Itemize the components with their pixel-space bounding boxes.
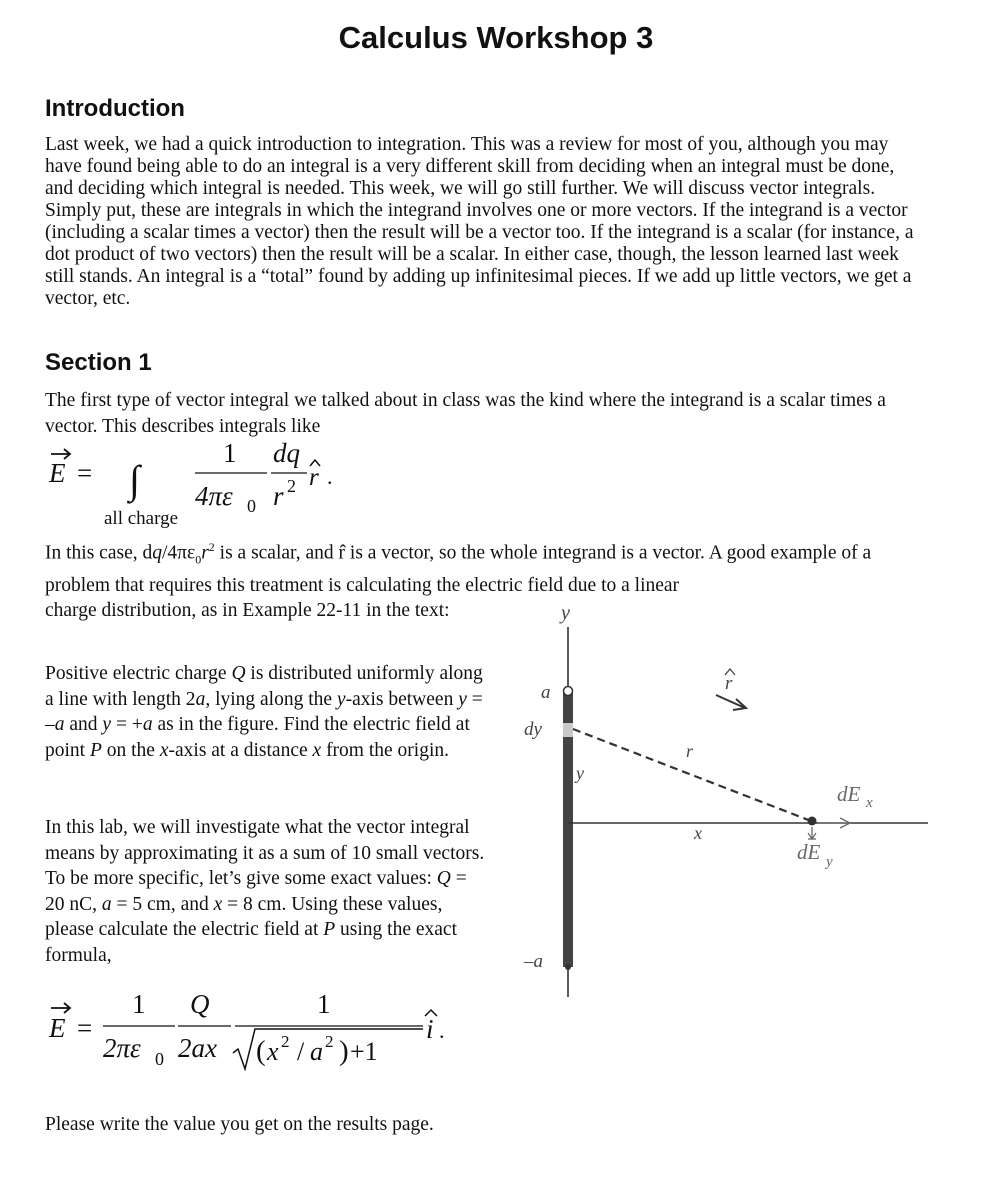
section1-case-paragraph: In this case, $dq/4\pi\varepsilon_0r^2$ is a scalar, and r̂ is a vector, so the whole integrand is a vector. A good example of a problem that requires this treatment is calculating the electric field due to a linear charge distribution, as in Example 22-11 in the text: (45, 540, 872, 622)
fig-label-x: x (694, 823, 702, 843)
eq2-a-exponent: 2 (325, 1032, 334, 1051)
section1-closing: Please write the value you get on the results page. (45, 1114, 434, 1135)
fig-label-dEx-sub: x (866, 795, 873, 811)
fig-label-r: r (686, 741, 694, 761)
fig-y-axis-label: y (561, 602, 570, 624)
fig-label-rhat: r (725, 673, 733, 694)
section1-heading: Section 1 (45, 349, 152, 376)
eq1-denominator: 4πε (195, 481, 233, 511)
fig-label-y: y (576, 763, 584, 783)
fig-label-neg-a: –a (524, 951, 543, 972)
page-title: Calculus Workshop 3 (338, 20, 654, 55)
eq2-numerator-1: 1 (132, 989, 146, 1019)
eq1-rhat: r (309, 464, 319, 491)
fig-label-dEy: dE (797, 840, 821, 864)
equation-exact-formula (45, 985, 465, 1085)
fig-rod-bottom-end (565, 964, 571, 970)
eq2-plus-one: +1 (350, 1037, 378, 1066)
eq2-denominator-2ax: 2ax (178, 1033, 217, 1063)
fig-dy-element (563, 723, 573, 737)
eq1-period: . (327, 464, 333, 489)
section1-lab-instructions: In this lab, we will investigate what the vector integral means by approximating it as a sum of 10 small vectors. To be more specific, let’s give some exact values: Q = 20 nC, a = 5 cm, and x = 8 cm. Using these values, please calculate the electric field at P using the exact formula, (45, 817, 485, 966)
eq2-denominator-1: 2πε (103, 1033, 141, 1063)
fig-label-dEx: dE (837, 782, 861, 806)
eq1-r-exponent: 2 (287, 476, 296, 496)
fig-point-P (808, 817, 817, 826)
fig-rhat-arrow (716, 695, 745, 708)
fig-label-dy: dy (524, 719, 542, 740)
eq2-period: . (439, 1018, 445, 1043)
introduction-body: Last week, we had a quick introduction to integration. This was a review for most of you, although you may have found being able to do an integral is a very different skill from deciding when an integral must be done, and deciding which integral is needed. This week, we will go still further. We will discuss vector integrals. Simply put, these are integrals in which the integrand involves one or more vectors. If the integrand is a vector (including a scalar times a vector) then the result will be a vector too. If the integrand is a scalar (for instance, a dot product of two vectors) then the result will be a scalar. In either case, though, the lesson learned last week still stands. An integral is a “total” found by adding up infinitesimal pieces. If we add up little vectors, we get a vector, etc. (45, 134, 914, 309)
eq2-x-exponent: 2 (281, 1032, 290, 1051)
eq2-open-paren: ( (256, 1035, 266, 1067)
eq2-ihat: i (426, 1014, 434, 1044)
eq1-integral-limit: all charge (104, 508, 179, 529)
line-charge-diagram (500, 595, 940, 1005)
eq1-numerator: 1 (223, 440, 237, 468)
eq2-lhs-E: E (49, 1013, 66, 1043)
eq1-r: r (273, 481, 284, 511)
eq2-numerator-3: 1 (317, 989, 331, 1019)
eq2-equals: = (77, 1013, 93, 1043)
eq2-numerator-Q: Q (190, 989, 210, 1019)
eq1-equals: = (77, 458, 93, 488)
eq2-a: a (310, 1037, 323, 1066)
fig-label-dEy-sub: y (826, 854, 833, 870)
section1-problem-statement: Positive electric charge Q is distributed uniformly along a line with length 2a, lying along the y-axis between y = –a and y = +a as in the figure. Find the electric field at point P on the x-axis at a distance x from the origin. (45, 663, 483, 761)
eq2-vector-arrow (51, 1003, 70, 1013)
eq1-dq: dq (273, 440, 300, 468)
eq2-denominator-1-sub: 0 (155, 1049, 164, 1069)
introduction-heading: Introduction (45, 95, 185, 122)
eq2-x: x (267, 1037, 279, 1066)
eq2-slash: / (297, 1037, 305, 1066)
fig-rod-top-end (564, 687, 573, 696)
eq2-close-paren: ) (339, 1035, 349, 1067)
section1-intro: The first type of vector integral we talked about in class was the kind where the integrand is a scalar times a vector. This describes integrals like (45, 390, 886, 437)
eq1-lhs-E: E (49, 458, 66, 488)
equation-electric-field-integral (45, 440, 365, 535)
fig-label-a: a (541, 682, 551, 703)
eq1-denominator-sub: 0 (247, 496, 256, 516)
eq1-integral-sign: ∫ (129, 457, 140, 502)
